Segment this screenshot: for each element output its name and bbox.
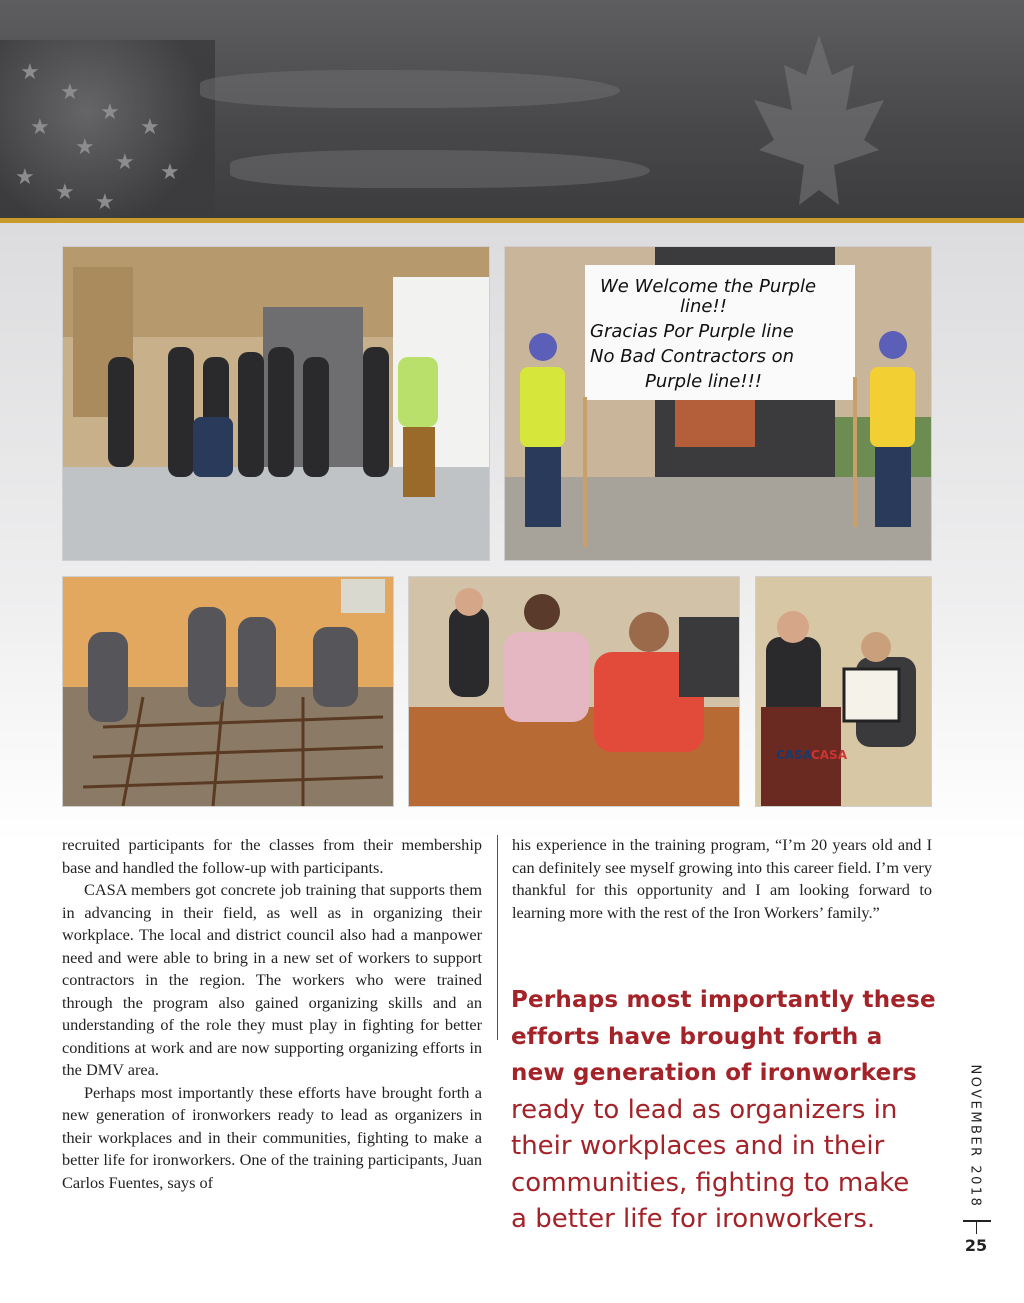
banner-line-4: No Bad Contractors on bbox=[590, 346, 795, 367]
pull-quote-line: their workplaces and in their bbox=[511, 1131, 885, 1161]
page-number: 25 bbox=[964, 1236, 988, 1255]
podium-text-2: CASA bbox=[811, 748, 848, 762]
star-icon: ★ bbox=[60, 80, 80, 105]
star-icon: ★ bbox=[55, 180, 75, 205]
training-group-photo bbox=[62, 246, 490, 561]
article-right-column bbox=[512, 834, 932, 924]
star-icon: ★ bbox=[95, 190, 115, 215]
pull-quote-bold-line: Perhaps most importantly these bbox=[511, 987, 936, 1013]
page-number-tick bbox=[976, 1222, 977, 1234]
page-number-rule bbox=[963, 1220, 991, 1222]
article-paragraph: recruited participants for the classes from their membership base and handled the follow-up with participants. bbox=[62, 835, 482, 877]
pull-quote-bold-line: efforts have brought forth a bbox=[511, 1023, 883, 1050]
pull-quote bbox=[511, 982, 941, 1238]
award-presentation-photo bbox=[755, 576, 932, 807]
header-flag-banner bbox=[0, 0, 1024, 218]
article-paragraph: Perhaps most importantly these efforts have brought forth a new generation of ironworkers ready to lead as organizers in their workplaces and in their communities, fighting to make a better life for ironworkers. One of the training participants, Juan Carlos Fuentes, says of bbox=[62, 1082, 482, 1192]
article-paragraph: his experience in the training program, “I’m 20 years old and I can definitely see myself growing into this career field. I’m very thankful for this opportunity and I am looking forward to learning more with the rest of the Iron Workers’ family.” bbox=[512, 835, 932, 922]
star-icon: ★ bbox=[15, 165, 35, 190]
pull-quote-line: ready to lead as organizers in bbox=[511, 1094, 898, 1125]
star-icon: ★ bbox=[160, 160, 180, 185]
pull-quote-line: a better life for ironworkers. bbox=[511, 1204, 876, 1234]
article-left-column bbox=[62, 834, 482, 1194]
podium-text-1: CASA bbox=[776, 748, 813, 762]
star-icon: ★ bbox=[115, 150, 135, 175]
pull-quote-bold-line: new generation of ironworkers bbox=[511, 1060, 917, 1086]
banner-line-3: Gracias Por Purple line bbox=[590, 321, 794, 342]
banner-line-5: Purple line!!! bbox=[645, 371, 763, 392]
banner-line-1: We Welcome the Purple bbox=[600, 276, 817, 297]
star-icon: ★ bbox=[20, 60, 40, 85]
star-icon: ★ bbox=[30, 115, 50, 140]
issue-date-text: NOVEMBER 2018 bbox=[967, 1064, 983, 1209]
testimony-hearing-photo bbox=[408, 576, 740, 807]
article-paragraph: CASA members got concrete job training that supports them in advancing in their field, as well as in organizing their workplace. The local and district council also had a manpower need and were able to bring in a new set of workers to support contractors in the region. The workers who were trained through the program also gained organizing skills and an understanding of the role they must play in fighting for better conditions at work and are now supporting organizing efforts in the DMV area. bbox=[62, 880, 482, 1079]
purple-line-banner-photo bbox=[504, 246, 932, 561]
maple-leaf-icon bbox=[744, 30, 894, 210]
rebar-training-photo bbox=[62, 576, 394, 807]
star-icon: ★ bbox=[75, 135, 95, 160]
star-icon: ★ bbox=[140, 115, 160, 140]
star-icon: ★ bbox=[100, 100, 120, 125]
banner-line-2: line!! bbox=[680, 296, 727, 317]
pull-quote-line: communities, fighting to make bbox=[511, 1167, 910, 1198]
flag-stripe bbox=[200, 70, 620, 108]
issue-date bbox=[962, 1064, 988, 1210]
column-divider bbox=[497, 835, 498, 1040]
flag-stripe bbox=[230, 150, 650, 188]
